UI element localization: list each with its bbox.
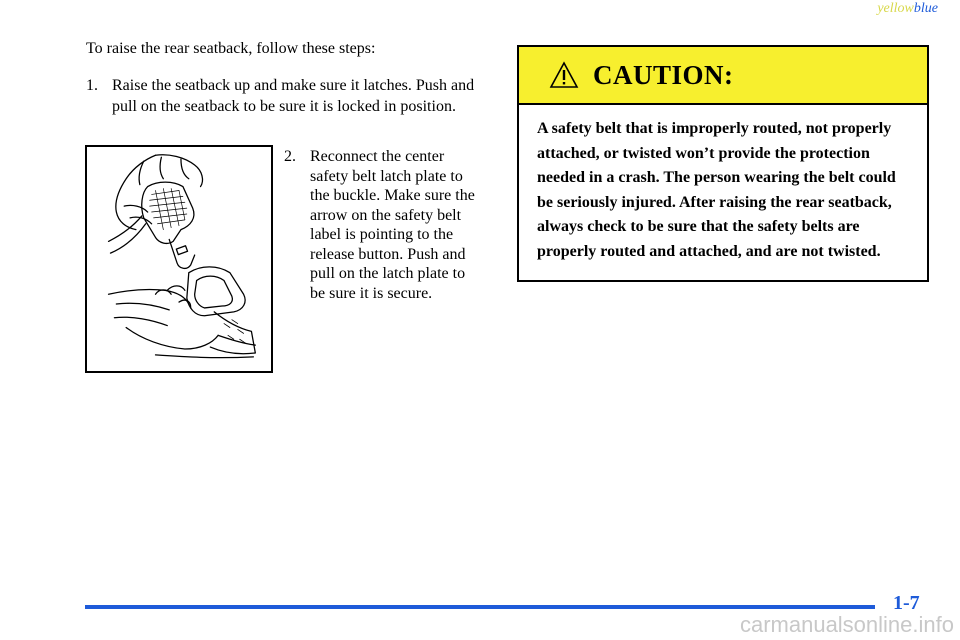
step-2-text: Reconnect the center safety belt latch plate to the buckle. Make sure the arrow on the safety belt label is pointing to the release button. Push and pull on the latch plate to be sure it is secure. bbox=[310, 148, 475, 302]
footer-rule bbox=[85, 605, 875, 609]
step-2 bbox=[284, 147, 484, 303]
caution-box bbox=[517, 45, 929, 282]
warning-triangle-icon bbox=[549, 61, 579, 89]
step-1-text: Raise the seatback up and make sure it latches. Push and pull on the seatback to be sure it is locked in position. bbox=[112, 77, 475, 115]
caution-header bbox=[519, 47, 927, 105]
edition-blue: blue bbox=[913, 1, 938, 16]
step-1-number: 1. bbox=[86, 77, 98, 94]
intro-text: To raise the rear seatback, follow these steps: bbox=[86, 40, 376, 57]
step-2-number: 2. bbox=[284, 148, 296, 165]
page-number: 1-7 bbox=[893, 592, 920, 614]
caution-title: CAUTION: bbox=[593, 59, 734, 90]
edition-label bbox=[877, 1, 938, 17]
hands-buckle-drawing bbox=[87, 147, 271, 371]
watermark: carmanualsonline.info bbox=[739, 612, 954, 637]
caution-body: A safety belt that is improperly routed, not properly attached, or twisted won’t provide the protection needed in a crash. The person wearing the belt could be seriously injured. After raising the rear seatback, always check to be sure that the safety belts are properly routed and attached, and are not twisted. bbox=[537, 120, 896, 260]
seatbelt-illustration bbox=[85, 145, 273, 373]
edition-yellow: yellow bbox=[877, 1, 914, 16]
step-1 bbox=[86, 75, 496, 117]
